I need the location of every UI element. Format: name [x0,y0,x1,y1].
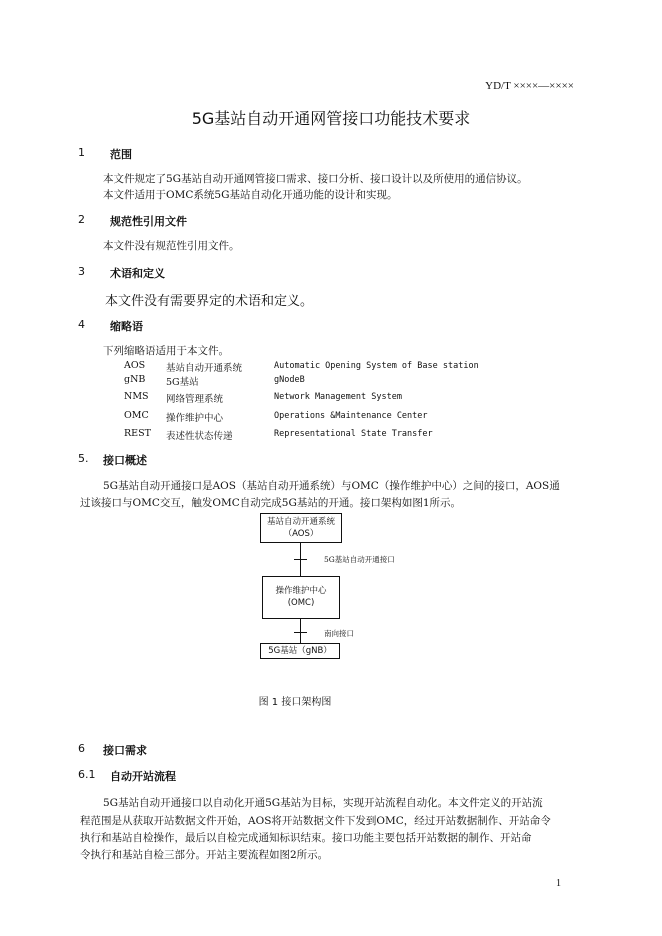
section-1-title: 范围 [110,148,132,161]
abbreviation-english: Operations &Maintenance Center [274,411,428,421]
figure-1-caption: 图 1 接口架构图 [258,697,332,708]
section-6-1-title: 自动开站流程 [110,770,176,783]
section-4-title: 缩略语 [110,320,143,333]
section-2-line-1: 本文件没有规范性引用文件。 [103,240,240,252]
section-1-number: 1 [78,146,85,159]
gnb-box-label: 5G基站（gNB） [268,646,332,656]
section-5-line-1: 5G基站自动开通接口是AOS（基站自动开通系统）与OMC（操作维护中心）之间的接口，AOS通 [103,480,560,492]
upper-interface-tick [294,559,307,560]
omc-box-line-2: (OMC) [287,598,315,608]
document-code: YD/T ××××—×××× [485,80,574,92]
lower-interface-tick [294,632,307,633]
section-5-number: 5. [78,452,89,465]
abbreviation: OMC [124,410,149,421]
section-3-line-1: 本文件没有需要界定的术语和定义。 [105,294,314,309]
gnb-box [260,643,340,659]
section-6-title: 接口需求 [103,744,147,757]
aos-box-line-1: 基站自动开通系统 [266,517,335,527]
omc-box [262,576,340,619]
aos-box-line-2: （AOS） [283,529,319,539]
section-1-line-1: 本文件规定了5G基站自动开通网管接口需求、接口分析、接口设计以及所使用的通信协议。 [103,173,528,185]
abbreviation-chinese: 5G基站 [166,377,199,388]
abbreviation-english: Representational State Transfer [274,429,433,439]
abbreviation: AOS [124,360,146,371]
section-5-title: 接口概述 [103,454,147,467]
abbreviation-english: gNodeB [274,375,305,385]
section-5-line-2: 过该接口与OMC交互，触发OMC自动完成5G基站的开通。接口架构如图1所示。 [80,497,462,509]
section-2-number: 2 [78,213,85,226]
section-6-number: 6 [78,742,85,755]
section-4-number: 4 [78,318,85,331]
section-6-1-line-3: 执行和基站自检操作，最后以自检完成通知标识结束。接口功能主要包括开站数据的制作、开站命 [80,832,532,844]
section-6-1-line-2: 程范围是从获取开站数据文件开始，AOS将开站数据文件下发到OMC，经过开站数据制作、开站命令 [80,815,551,827]
aos-box [260,513,342,543]
abbreviation-chinese: 网络管理系统 [166,394,224,405]
section-6-1-number: 6.1 [78,768,96,781]
document-title: 5G基站自动开通网管接口功能技术要求 [191,109,471,128]
lower-connector-line [300,619,301,643]
abbreviation: REST [124,428,151,439]
section-2-title: 规范性引用文件 [110,215,187,228]
abbreviation-chinese: 基站自动开通系统 [166,363,243,374]
abbreviation: NMS [124,391,149,402]
section-6-1-line-1: 5G基站自动开通接口以自动化开通5G基站为目标，实现开站流程自动化。本文件定义的开站流 [103,797,543,809]
abbreviation: gNB [124,374,146,385]
omc-box-line-1: 操作维护中心 [275,586,327,596]
section-3-number: 3 [78,265,85,278]
section-6-1-line-4: 令执行和基站自检三部分。开站主要流程如图2所示。 [80,849,329,861]
abbreviation-english: Network Management System [274,392,402,402]
upper-interface-label: 5G基站自动开通接口 [324,555,395,564]
section-3-title: 术语和定义 [110,267,165,280]
lower-interface-label: 南向接口 [324,629,354,638]
page-number: 1 [556,878,561,889]
abbreviation-chinese: 操作维护中心 [166,413,224,424]
section-4-intro: 下列缩略语适用于本文件。 [103,345,229,357]
abbreviation-chinese: 表述性状态传递 [166,431,233,442]
section-1-line-2: 本文件适用于OMC系统5G基站自动化开通功能的设计和实现。 [103,189,398,201]
abbreviation-english: Automatic Opening System of Base station [274,361,479,371]
